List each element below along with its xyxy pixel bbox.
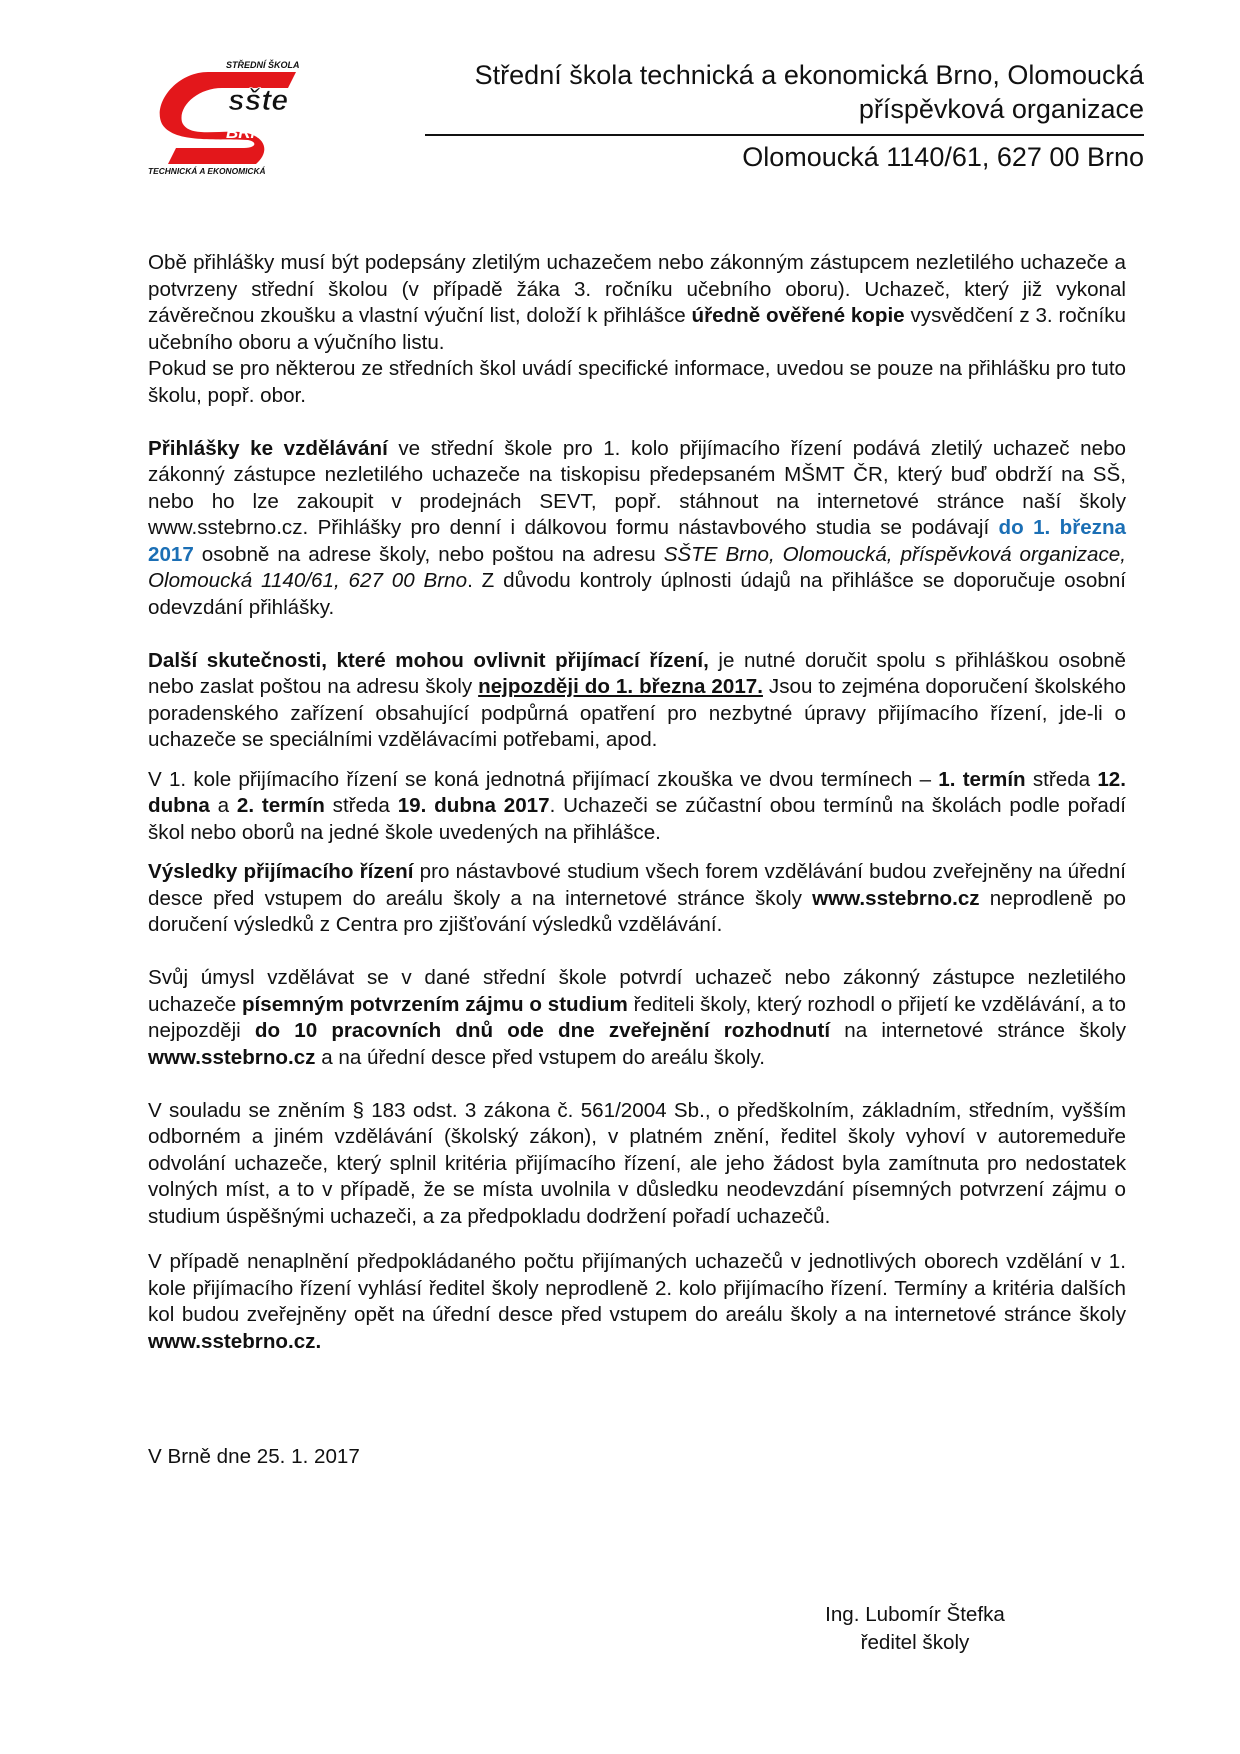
text: Obě přihlášky musí být podepsány zletilým uchazečem nebo zákonným zástupcem nezletilého uchazeče a potvrzeny střední školou (v případě žáka 3. ročníku učebního oboru). Uchazeč, který již vykonal závěrečnou zkoušku a vlastní výuční list, doloží k přihlášce [148,251,1126,327]
paragraph-results [148,859,1126,939]
paragraph-legal [148,1098,1126,1231]
text: a [209,794,237,817]
logo-main-text: sšte [228,84,289,117]
text: středa [324,794,398,817]
school-name: Střední škola technická a ekonomická Brno, Olomoucká [474,60,1144,90]
text: V souladu se zněním § 183 odst. 3 zákona č. 561/2004 Sb., o předškolním, základním, středním, vyšším odborném a jiném vzdělávání (školský zákon), v platném znění, ředitel školy vyhoví v autoremeduře odvolání uchazeče, který splnil kritéria přijímacího řízení, ale jeho žádost byla zamítnuta pro nedostatek volných míst, a to v případě, že se místa uvolnila v důsledku neodevzdání písemných potvrzení zájmu o studium úspěšnými uchazeči, a za předpokladu dodržení pořadí uchazečů. [148,1098,1126,1228]
logo-mark [148,58,320,176]
text: vysvědčení z 3. ročníku učebního oboru a výučního listu. [148,304,1126,354]
website-bold: www.sstebrno.cz. [148,1329,322,1353]
organization-type: příspěvková organizace [858,94,1144,124]
school-logo [148,58,320,176]
deadline-highlight: do 1. března 2017 [148,516,1126,566]
letterhead [420,58,1144,126]
logo-city-text: BRNO [226,123,277,142]
paragraph-signatures [148,250,1126,356]
bold-text: 19. dubna 2017 [397,794,550,817]
text: na internetové stránce školy [830,1019,1127,1042]
bold-text: do 10 pracovních dnů ode dne zveřejnění rozhodnutí [254,1019,831,1042]
text: neprodleně po doručení výsledků z Centra pro zjišťování výsledků vzdělávání. [148,886,1126,936]
bold-text: Přihlášky ke vzdělávání [148,436,388,460]
bold-text: 1. termín [938,767,1026,791]
bold-text: 2. termín [236,794,325,817]
signer-name: Ing. Lubomír Štefka [825,1603,1005,1626]
paragraph-applications [148,436,1126,622]
header-divider [425,134,1144,136]
text: Jsou to zejména doporučení školského poradenského zařízení obsahující podpůrná opatření pro nezbytné úpravy přijímacího řízení, jde-li o uchazeče se speciálními vzdělávacími potřebami, apod. [148,675,1126,751]
text: Pokud se pro některou ze středních škol uvádí specifické informace, uvedou se pouze na přihlášku pro tuto školu, popř. obor. [148,357,1126,407]
text: . Uchazeči se zúčastní obou termínů na školách podle pořadí škol nebo oborů na jedné škole uvedených na přihlášce. [148,794,1126,844]
paragraph-other-facts [148,648,1126,754]
document-body [148,250,1126,1355]
text: středa [1025,767,1098,791]
text: Svůj úmysl vzdělávat se v dané střední škole potvrdí uchazeč nebo zákonný zástupce nezletilého uchazeče [148,966,1126,1016]
text: pro nástavbové studium všech forem vzdělávání budou zveřejněny na úřední desce před vstupem do areálu školy a na internetové stránce školy [148,860,1127,910]
text: . Z důvodu kontroly úplnosti údajů na přihlášce se doporučuje osobní odevzdání přihlášky. [148,569,1126,619]
paragraph-second-round [148,1249,1126,1355]
text: osobně na adrese školy, nebo poštou na adresu [193,542,664,566]
text: a na úřední desce před vstupem do areálu školy. [315,1045,765,1069]
bold-text: písemným potvrzením zájmu o studium [241,992,628,1016]
text: je nutné doručit spolu s přihláškou osobně nebo zaslat poštou na adresu školy [148,648,1126,698]
paragraph-specific-info [148,356,1126,409]
text: V 1. kole přijímacího řízení se koná jednotná přijímací zkouška ve dvou termínech – [148,767,939,791]
text: ve střední škole pro 1. kolo přijímacího řízení podává zletilý uchazeč nebo zákonný zástupce nezletilého uchazeče na tiskopisu předepsaném MŠMT ČR, který buď obdrží na SŠ, nebo ho lze zakoupit v prodejnách SEVT, popř. stáhnout na internetové stránce naší školy www.sstebrno.cz. Přihlášky pro denní i dálkovou formu nástavbového studia se podávají [148,436,1126,539]
logo-top-text: STŘEDNÍ ŠKOLA [226,60,300,70]
document-date: V Brně dne 25. 1. 2017 [148,1445,360,1468]
signature-block [815,1601,1015,1657]
bold-text: Další skutečnosti, které mohou ovlivnit přijímací řízení, [148,648,709,672]
school-address: Olomoucká 1140/61, 627 00 Brno [742,142,1144,172]
paragraph-confirmation [148,965,1126,1071]
bold-text: úředně ověřené kopie [691,304,905,327]
signer-title: ředitel školy [860,1631,970,1654]
logo-bottom-text: TECHNICKÁ A EKONOMICKÁ [148,166,266,176]
website-bold: www.sstebrno.cz [812,886,980,910]
italic-address: SŠTE Brno, Olomoucká, příspěvková organizace, Olomoucká 1140/61, 627 00 Brno [148,542,1126,592]
website-bold: www.sstebrno.cz [148,1045,316,1069]
paragraph-exam-terms [148,767,1126,847]
bold-text: Výsledky přijímacího řízení [148,860,414,883]
text: V případě nenaplnění předpokládaného počtu přijímaných uchazečů v jednotlivých oborech vzdělání v 1. kole přijímacího řízení vyhlásí ředitel školy neprodleně 2. kolo přijímacího řízení. Termíny a kritéria dalších kol budou zveřejněny opět na úřední desce před vstupem do areálu školy a na internetové stránce školy [148,1250,1126,1326]
text: řediteli školy, který rozhodl o přijetí ke vzdělávání, a to nejpozději [148,992,1126,1042]
bold-text: 12. dubna [148,767,1126,817]
underlined-deadline: nejpozději do 1. března 2017. [478,675,763,698]
